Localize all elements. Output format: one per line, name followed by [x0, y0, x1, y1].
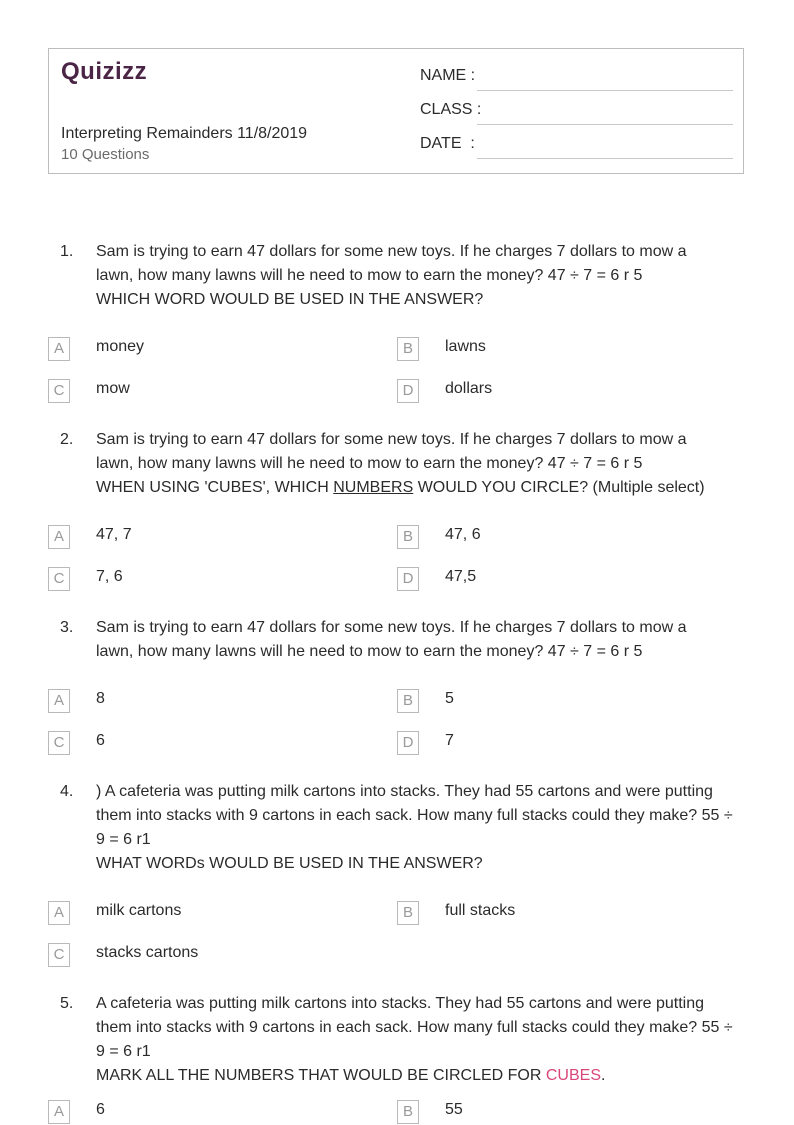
option-text: stacks cartons: [96, 944, 199, 961]
option-letter-box: D: [397, 731, 419, 755]
question-count: 10 Questions: [61, 146, 150, 163]
option-letter-box: A: [48, 525, 70, 549]
option-text: lawns: [445, 338, 486, 355]
question-line: them into stacks with 9 cartons in each sack. How many full stacks could they make? 55 ÷: [96, 807, 733, 824]
question-number: 4.: [60, 783, 74, 800]
option-letter-box: B: [397, 337, 419, 361]
svg-text:Quizizz: Quizizz: [61, 58, 148, 85]
question-number: 1.: [60, 243, 74, 260]
option-text: dollars: [445, 380, 493, 397]
option-text: 8: [96, 690, 105, 707]
option-text: mow: [96, 380, 130, 397]
option-letter-box: A: [48, 689, 70, 713]
question-line: lawn, how many lawns will he need to mow to earn the money? 47 ÷ 7 = 6 r 5: [96, 643, 643, 660]
question-line: lawn, how many lawns will he need to mow to earn the money? 47 ÷ 7 = 6 r 5: [96, 267, 643, 284]
question-line: WHAT WORDs WOULD BE USED IN THE ANSWER?: [96, 855, 483, 872]
question-line-end: WOULD YOU CIRCLE? (Multiple select): [413, 479, 705, 496]
option-letter-box: B: [397, 901, 419, 925]
question-line: [96, 476, 748, 500]
question-line-start: WHEN USING 'CUBES', WHICH: [96, 479, 334, 496]
option-letter-box: B: [397, 689, 419, 713]
class-field[interactable]: [420, 99, 733, 125]
option-letter-box: C: [48, 731, 70, 755]
question-text: [96, 616, 748, 664]
question-text: [96, 428, 748, 500]
name-line[interactable]: [477, 90, 733, 91]
date-field[interactable]: [420, 133, 733, 159]
worksheet-title: Interpreting Remainders 11/8/2019: [61, 125, 308, 142]
option-text: 6: [96, 1101, 105, 1118]
question-number: 2.: [60, 431, 74, 448]
question-line: Sam is trying to earn 47 dollars for some new toys. If he charges 7 dollars to mow a: [96, 243, 687, 260]
question-number: 5.: [60, 995, 74, 1012]
option-letter-box: B: [397, 525, 419, 549]
option-text: 7, 6: [96, 568, 123, 585]
option-text: 47, 6: [445, 526, 481, 543]
question-line: Sam is trying to earn 47 dollars for some new toys. If he charges 7 dollars to mow a: [96, 619, 687, 636]
question-line-end: .: [600, 1067, 606, 1084]
quizizz-logo-icon: [61, 57, 157, 87]
option-letter-box: D: [397, 567, 419, 591]
highlighted-word: CUBES: [545, 1067, 601, 1084]
option-text: full stacks: [445, 902, 516, 919]
question-number: 3.: [60, 619, 74, 636]
option-text: 47,5: [445, 568, 477, 585]
underlined-word: NUMBERS: [333, 479, 414, 496]
option-text: 55: [445, 1101, 463, 1118]
name-label: NAME :: [420, 67, 476, 84]
date-label: DATE :: [420, 135, 475, 152]
option-text: 6: [96, 732, 105, 749]
class-label: CLASS :: [420, 101, 482, 118]
option-text: 5: [445, 690, 454, 707]
question-line: Sam is trying to earn 47 dollars for some new toys. If he charges 7 dollars to mow a: [96, 431, 687, 448]
option-text: money: [96, 338, 145, 355]
question-text: [96, 780, 748, 876]
question-line: 9 = 6 r1: [96, 831, 151, 848]
question-line: lawn, how many lawns will he need to mow to earn the money? 47 ÷ 7 = 6 r 5: [96, 455, 643, 472]
option-letter-box: A: [48, 1100, 70, 1124]
option-letter-box: A: [48, 337, 70, 361]
question-text: [96, 992, 748, 1088]
option-text: 47, 7: [96, 526, 132, 543]
date-line[interactable]: [477, 158, 733, 159]
option-letter-box: C: [48, 943, 70, 967]
class-line[interactable]: [477, 124, 733, 125]
option-letter-box: B: [397, 1100, 419, 1124]
option-letter-box: D: [397, 379, 419, 403]
question-line: [96, 1064, 748, 1088]
question-line: WHICH WORD WOULD BE USED IN THE ANSWER?: [96, 291, 484, 308]
question-text: [96, 240, 748, 312]
option-text: milk cartons: [96, 902, 182, 919]
name-field[interactable]: [420, 65, 733, 91]
question-line: ) A cafeteria was putting milk cartons into stacks. They had 55 cartons and were putting: [96, 783, 713, 800]
question-line: 9 = 6 r1: [96, 1043, 151, 1060]
option-text: 7: [445, 732, 454, 749]
option-letter-box: C: [48, 567, 70, 591]
worksheet-header: [48, 48, 744, 174]
question-line: A cafeteria was putting milk cartons into stacks. They had 55 cartons and were putting: [96, 995, 705, 1012]
question-line: them into stacks with 9 cartons in each sack. How many full stacks could they make? 55 ÷: [96, 1019, 733, 1036]
question-line-start: MARK ALL THE NUMBERS THAT WOULD BE CIRCLED FOR: [96, 1067, 546, 1084]
option-letter-box: C: [48, 379, 70, 403]
option-letter-box: A: [48, 901, 70, 925]
